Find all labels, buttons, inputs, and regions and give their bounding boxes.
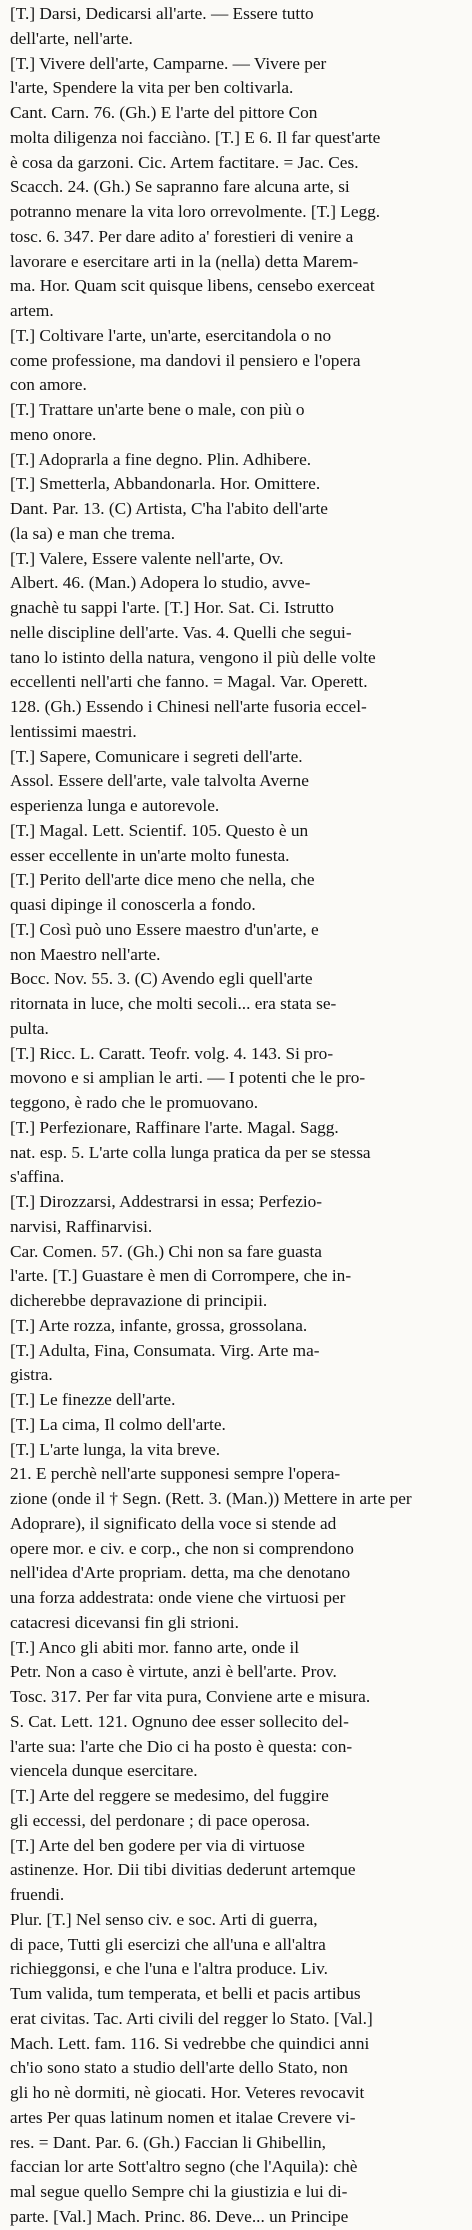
text-line: Assol. Essere dell'arte, vale talvolta Averne — [10, 771, 309, 791]
text-line: nell'idea d'Arte propriam. detta, ma che denotano — [10, 1563, 351, 1583]
text-line: Bocc. Nov. 55. 3. (C) Avendo egli quell'arte — [10, 969, 313, 989]
text-line: res. = Dant. Par. 6. (Gh.) Faccian li Ghibellin, — [10, 2132, 326, 2152]
text-line: parte. [Val.] Mach. Princ. 86. Deve... un Principe — [10, 2206, 349, 2226]
text-line: (la sa) e man che trema. — [10, 523, 176, 543]
text-line: opere mor. e civ. e corp., che non si comprendono — [10, 1538, 354, 1558]
text-line: Mach. Lett. fam. 116. Si vedrebbe che quindici anni — [10, 2033, 370, 2053]
text-line: ritornata in luce, che molti secoli... era stata se- — [10, 994, 337, 1013]
text-line: [T.] Perfezionare, Raffinare l'arte. Magal. Sagg. — [10, 1117, 339, 1137]
text-line: [T.] L'arte lunga, la vita breve. — [10, 1439, 221, 1459]
text-line: nelle discipline dell'arte. Vas. 4. Quelli che segui- — [10, 622, 352, 642]
text-line: Tum valida, tum temperata, et belli et pacis artibus — [10, 1984, 361, 2003]
text-line: meno onore. — [10, 424, 97, 444]
text-line: lentissimi maestri. — [10, 721, 137, 741]
text-line: dell'arte, nell'arte. — [10, 28, 133, 48]
text-line: ch'io sono stato a studio dell'arte dello Stato, non — [10, 2058, 348, 2078]
text-line: di pace, Tutti gli esercizi che all'una e all'altra — [10, 1934, 326, 1954]
text-line: [T.] Sapere, Comunicare i segreti dell'arte. — [10, 746, 303, 766]
text-line: come professione, ma dandovi il pensiero e l'opera — [10, 350, 361, 370]
text-line: [T.] Le finezze dell'arte. — [10, 1390, 176, 1409]
text-line: [T.] Coltivare l'arte, un'arte, esercitandola o no — [10, 325, 332, 345]
text-line: zione (onde il † Segn. (Rett. 3. (Man.)) Mettere in arte per — [10, 1489, 412, 1508]
text-line: [T.] Dirozzarsi, Addestrarsi in essa; Perfezio- — [10, 1192, 323, 1211]
text-line: [T.] Vivere dell'arte, Camparne. — Vivere per — [10, 53, 327, 73]
text-line: ma. Hor. Quam scit quisque libens, censebo exerceat — [10, 276, 375, 296]
text-line: [T.] Trattare un'arte bene o male, con più o — [10, 400, 305, 419]
text-line: gli eccessi, del perdonare ; di pace operosa. — [10, 1810, 310, 1830]
text-line: tano lo istinto della natura, vengono il più delle volte — [10, 647, 376, 667]
text-line: artem. — [10, 301, 54, 320]
text-line: richieggonsi, e che l'una e l'altra produce. Liv. — [10, 1959, 328, 1979]
text-line: potranno menare la vita loro orrevolmente. [T.] Legg. — [10, 202, 381, 221]
text-line: Plur. [T.] Nel senso civ. e soc. Arti di guerra, — [10, 1909, 318, 1929]
text-line: [T.] Valere, Essere valente nell'arte, Ov. — [10, 548, 284, 568]
text-line: Albert. 46. (Man.) Adopera lo studio, avve- — [10, 573, 311, 593]
text-line: [T.] Perito dell'arte dice meno che nella, che — [10, 870, 315, 890]
text-line: s'affina. — [10, 1167, 65, 1187]
text-line: Car. Comen. 57. (Gh.) Chi non sa fare guasta — [10, 1241, 322, 1261]
text-line: tosc. 6. 347. Per dare adito a' forestieri di venire a — [10, 226, 354, 246]
text-line: 21. E perchè nell'arte supponesi sempre l'opera- — [10, 1464, 341, 1484]
text-line: quasi dipinge il conoscerla a fondo. — [10, 895, 256, 914]
text-line: 128. (Gh.) Essendo i Chinesi nell'arte fusoria eccel- — [10, 697, 367, 716]
text-line: nat. esp. 5. L'arte colla lunga pratica da per se stessa — [10, 1142, 371, 1162]
text-line: è cosa da garzoni. Cic. Artem factitare. = Jac. Ces. — [10, 152, 359, 172]
text-line: pulta. — [10, 1018, 49, 1038]
text-line: Dant. Par. 13. (C) Artista, C'ha l'abito dell'arte — [10, 499, 328, 518]
text-line: faccian lor arte Sott'altro segno (che l'Aquila): chè — [10, 2157, 358, 2177]
text-line: [T.] Magal. Lett. Scientif. 105. Questo è un — [10, 820, 309, 840]
text-line: S. Cat. Lett. 121. Ognuno dee esser sollecito del- — [10, 1711, 349, 1731]
text-line: Adoprare), il significato della voce si stende ad — [10, 1513, 337, 1533]
text-line: catacresi dicevansi fin gli strioni. — [10, 1612, 239, 1632]
text-line: gistra. — [10, 1365, 53, 1385]
text-line: eccellenti nell'arti che fanno. = Magal. Var. Operett. — [10, 672, 368, 692]
text-line: Tosc. 317. Per far vita pura, Conviene arte e misura. — [10, 1687, 371, 1706]
text-line: con amore. — [10, 375, 87, 395]
text-line: [T.] Arte rozza, infante, grossa, grossolana. — [10, 1315, 308, 1335]
text-line: teggono, è rado che le promuovano. — [10, 1093, 259, 1112]
text-line: viencela dunque esercitare. — [10, 1761, 198, 1781]
text-line: lavorare e esercitare arti in la (nella) detta Marem- — [10, 251, 359, 271]
text-line: [T.] Darsi, Dedicarsi all'arte. — Essere tutto — [10, 4, 314, 23]
text-line: [T.] Ricc. L. Caratt. Teofr. volg. 4. 143. Si pro- — [10, 1043, 334, 1063]
text-line: [T.] Arte del ben godere per via di virtuose — [10, 1835, 305, 1855]
text-line: [T.] Arte del reggere se medesimo, del fuggire — [10, 1786, 329, 1805]
text-line: l'arte sua: l'arte che Dio ci ha posto è questa: con- — [10, 1736, 353, 1756]
text-line: esperienza lunga e autorevole. — [10, 796, 220, 815]
text-line: astinenze. Hor. Dii tibi divitias dederunt artemque — [10, 1860, 356, 1880]
text-line: artes Per quas latinum nomen et italae Crevere vi- — [10, 2107, 356, 2127]
text-line: gnachè tu sappi l'arte. [T.] Hor. Sat. Ci. Istrutto — [10, 598, 334, 617]
text-line: Cant. Carn. 76. (Gh.) E l'arte del pittore Con — [10, 103, 318, 122]
text-line: [T.] Anco gli abiti mor. fanno arte, onde il — [10, 1637, 300, 1657]
text-line: una forza addestrata: onde viene che virtuosi per — [10, 1588, 346, 1607]
text-line: [T.] Adulta, Fina, Consumata. Virg. Arte ma- — [10, 1340, 320, 1360]
entry-text — [10, 2, 462, 2230]
text-line: mal segue quello Sempre chi la giustizia e lui di- — [10, 2182, 348, 2201]
text-line: non Maestro nell'arte. — [10, 944, 161, 964]
text-line: [T.] Così può uno Essere maestro d'un'arte, e — [10, 919, 319, 939]
text-line: l'arte. [T.] Guastare è men di Corrompere, che in- — [10, 1266, 352, 1286]
text-line: Scacch. 24. (Gh.) Se sapranno fare alcuna arte, si — [10, 177, 350, 197]
text-line: [T.] Adoprarla a fine degno. Plin. Adhibere. — [10, 449, 312, 469]
text-line: l'arte, Spendere la vita per ben coltivarla. — [10, 78, 294, 98]
text-line: [T.] La cima, Il colmo dell'arte. — [10, 1414, 226, 1434]
text-line: gli ho nè dormiti, nè giocati. Hor. Veteres revocavit — [10, 2083, 365, 2102]
text-line: narvisi, Raffinarvisi. — [10, 1216, 153, 1236]
text-line: fruendi. — [10, 1885, 65, 1904]
text-line: movono e si amplian le arti. — I potenti che le pro- — [10, 1068, 366, 1088]
text-line: dicherebbe depravazione di principii. — [10, 1291, 268, 1310]
text-line: Petr. Non a caso è virtute, anzi è bell'arte. Prov. — [10, 1662, 337, 1682]
text-line: erat civitas. Tac. Arti civili del regger lo Stato. [Val.] — [10, 2008, 373, 2028]
text-line: esser eccellente in un'arte molto funesta. — [10, 845, 290, 865]
text-line: molta diligenza noi facciàno. [T.] E 6. Il far quest'arte — [10, 127, 381, 147]
text-line: [T.] Smetterla, Abbandonarla. Hor. Omittere. — [10, 474, 321, 494]
